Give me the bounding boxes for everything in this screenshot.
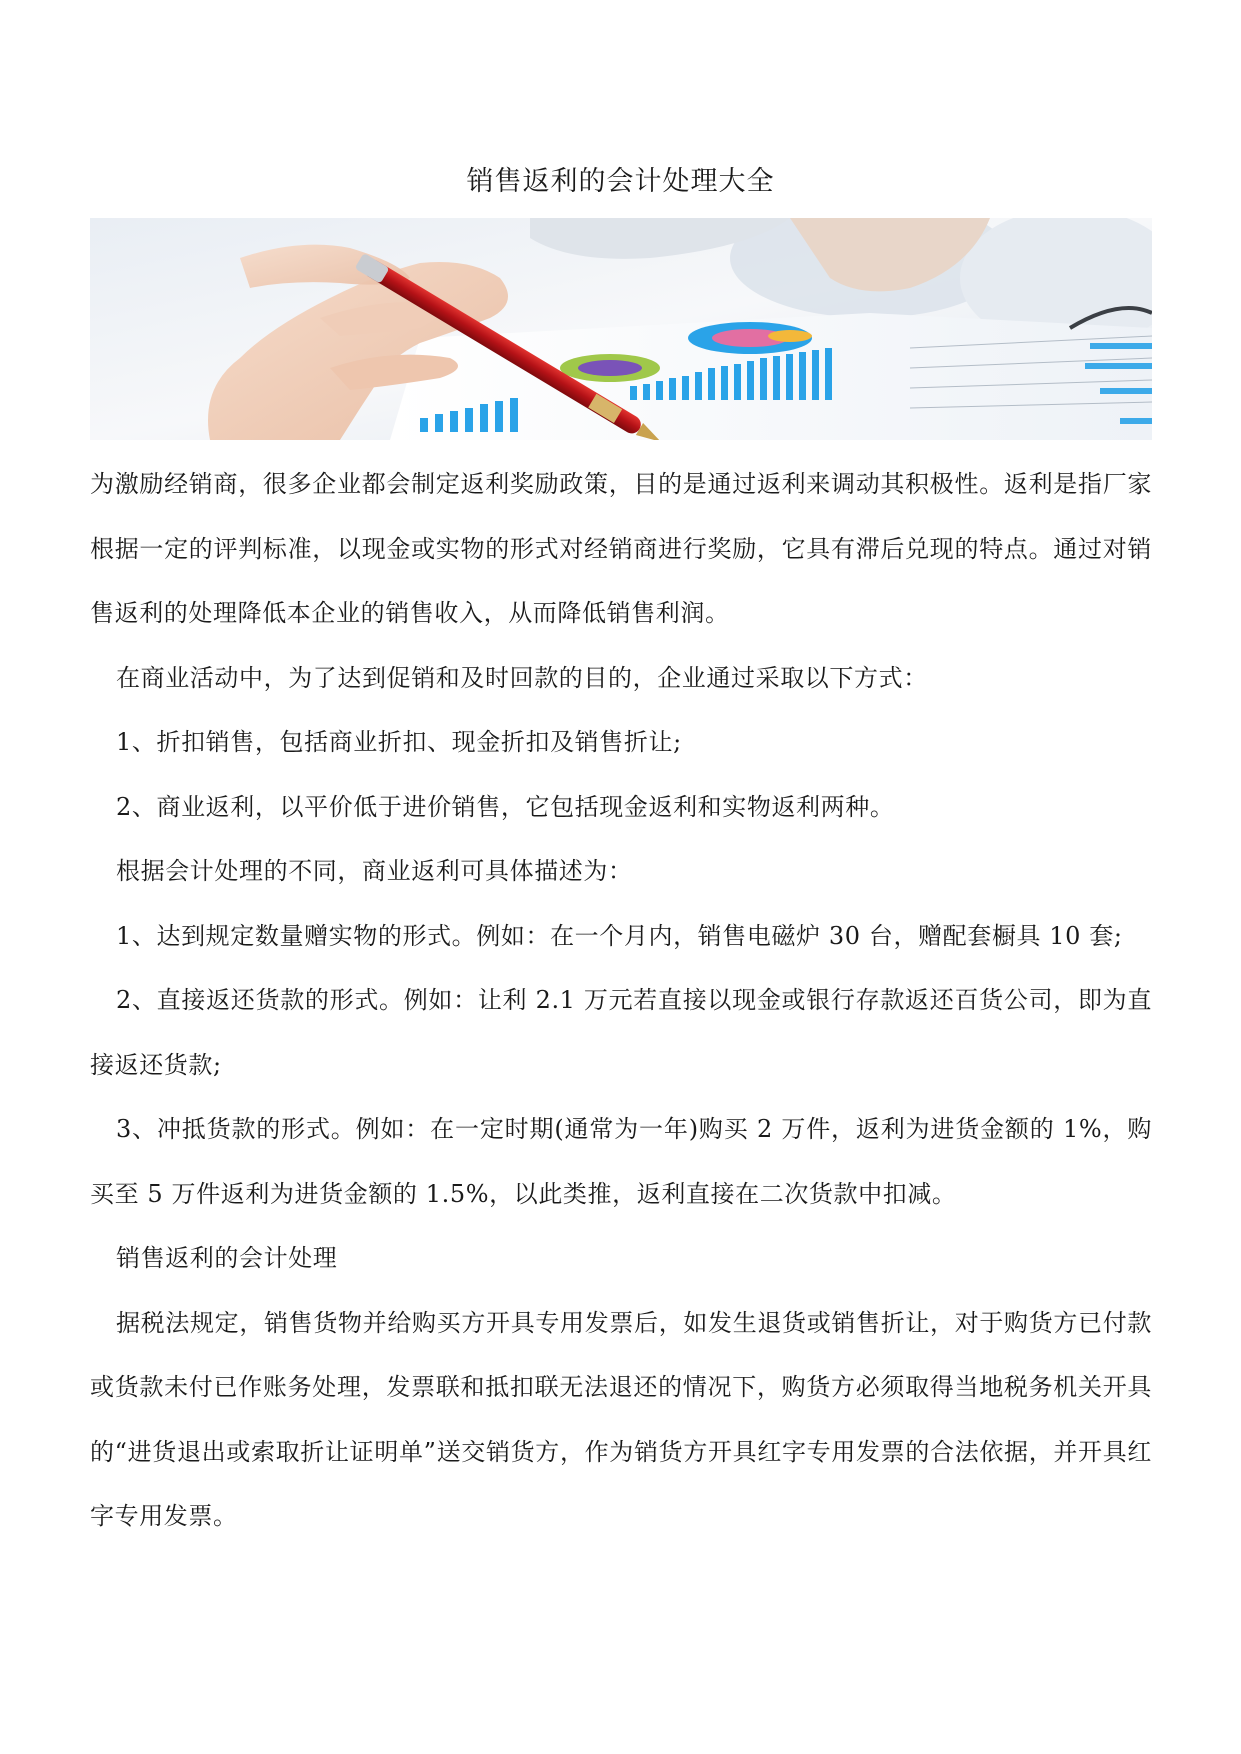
paragraph-tax-rules: 据税法规定，销售货物并给购买方开具专用发票后，如发生退货或销售折让，对于购货方已付款或货款未付已作账务处理，发票联和抵扣联无法退还的情况下，购货方必须取得当地税务机关开具的“进货退出或索取折让证明单”送交销货方，作为销货方开具红字专用发票的合法依据，并开具红字专用发票。 [90,1308,1152,1530]
list-item-direct-refund: 2、直接返还货款的形式。例如：让利 2.1 万元若直接以现金或银行存款返还百货公司，即为直接返还货款; [90,986,1152,1079]
paragraph-intro: 为激励经销商，很多企业都会制定返利奖励政策，目的是通过返利来调动其积极性。返利是指厂家根据一定的评判标准，以现金或实物的形式对经销商进行奖励，它具有滞后兑现的特点。通过对销售返利的处理降低本企业的销售收入，从而降低销售利润。 [90,470,1152,627]
list-item-rebate: 2、商业返利，以平价低于进价销售，它包括现金返利和实物返利两种。 [116,792,895,821]
list-item-offset-payment: 3、冲抵货款的形式。例如：在一定时期(通常为一年)购买 2 万件，返利为进货金额的 1%，购买至 5 万件返利为进货金额的 1.5%，以此类推，返利直接在二次货款中扣减。 [90,1115,1152,1208]
paragraph-methods-intro: 在商业活动中，为了达到促销和及时回款的目的，企业通过采取以下方式： [116,663,928,692]
document-title: 销售返利的会计处理大全 [466,166,775,197]
hand-with-pen-and-charts-photo-icon [90,218,1152,440]
banner-image [90,218,1152,440]
paragraph-rebate-types-intro: 根据会计处理的不同，商业返利可具体描述为： [116,857,633,885]
body-text [90,452,1152,1549]
list-item-discount: 1、折扣销售，包括商业折扣、现金折扣及销售折让; [116,728,682,756]
section-heading: 销售返利的会计处理 [116,1244,338,1272]
list-item-goods-gift: 1、达到规定数量赠实物的形式。例如：在一个月内，销售电磁炉 30 台，赠配套橱具 10 套; [116,921,1123,950]
